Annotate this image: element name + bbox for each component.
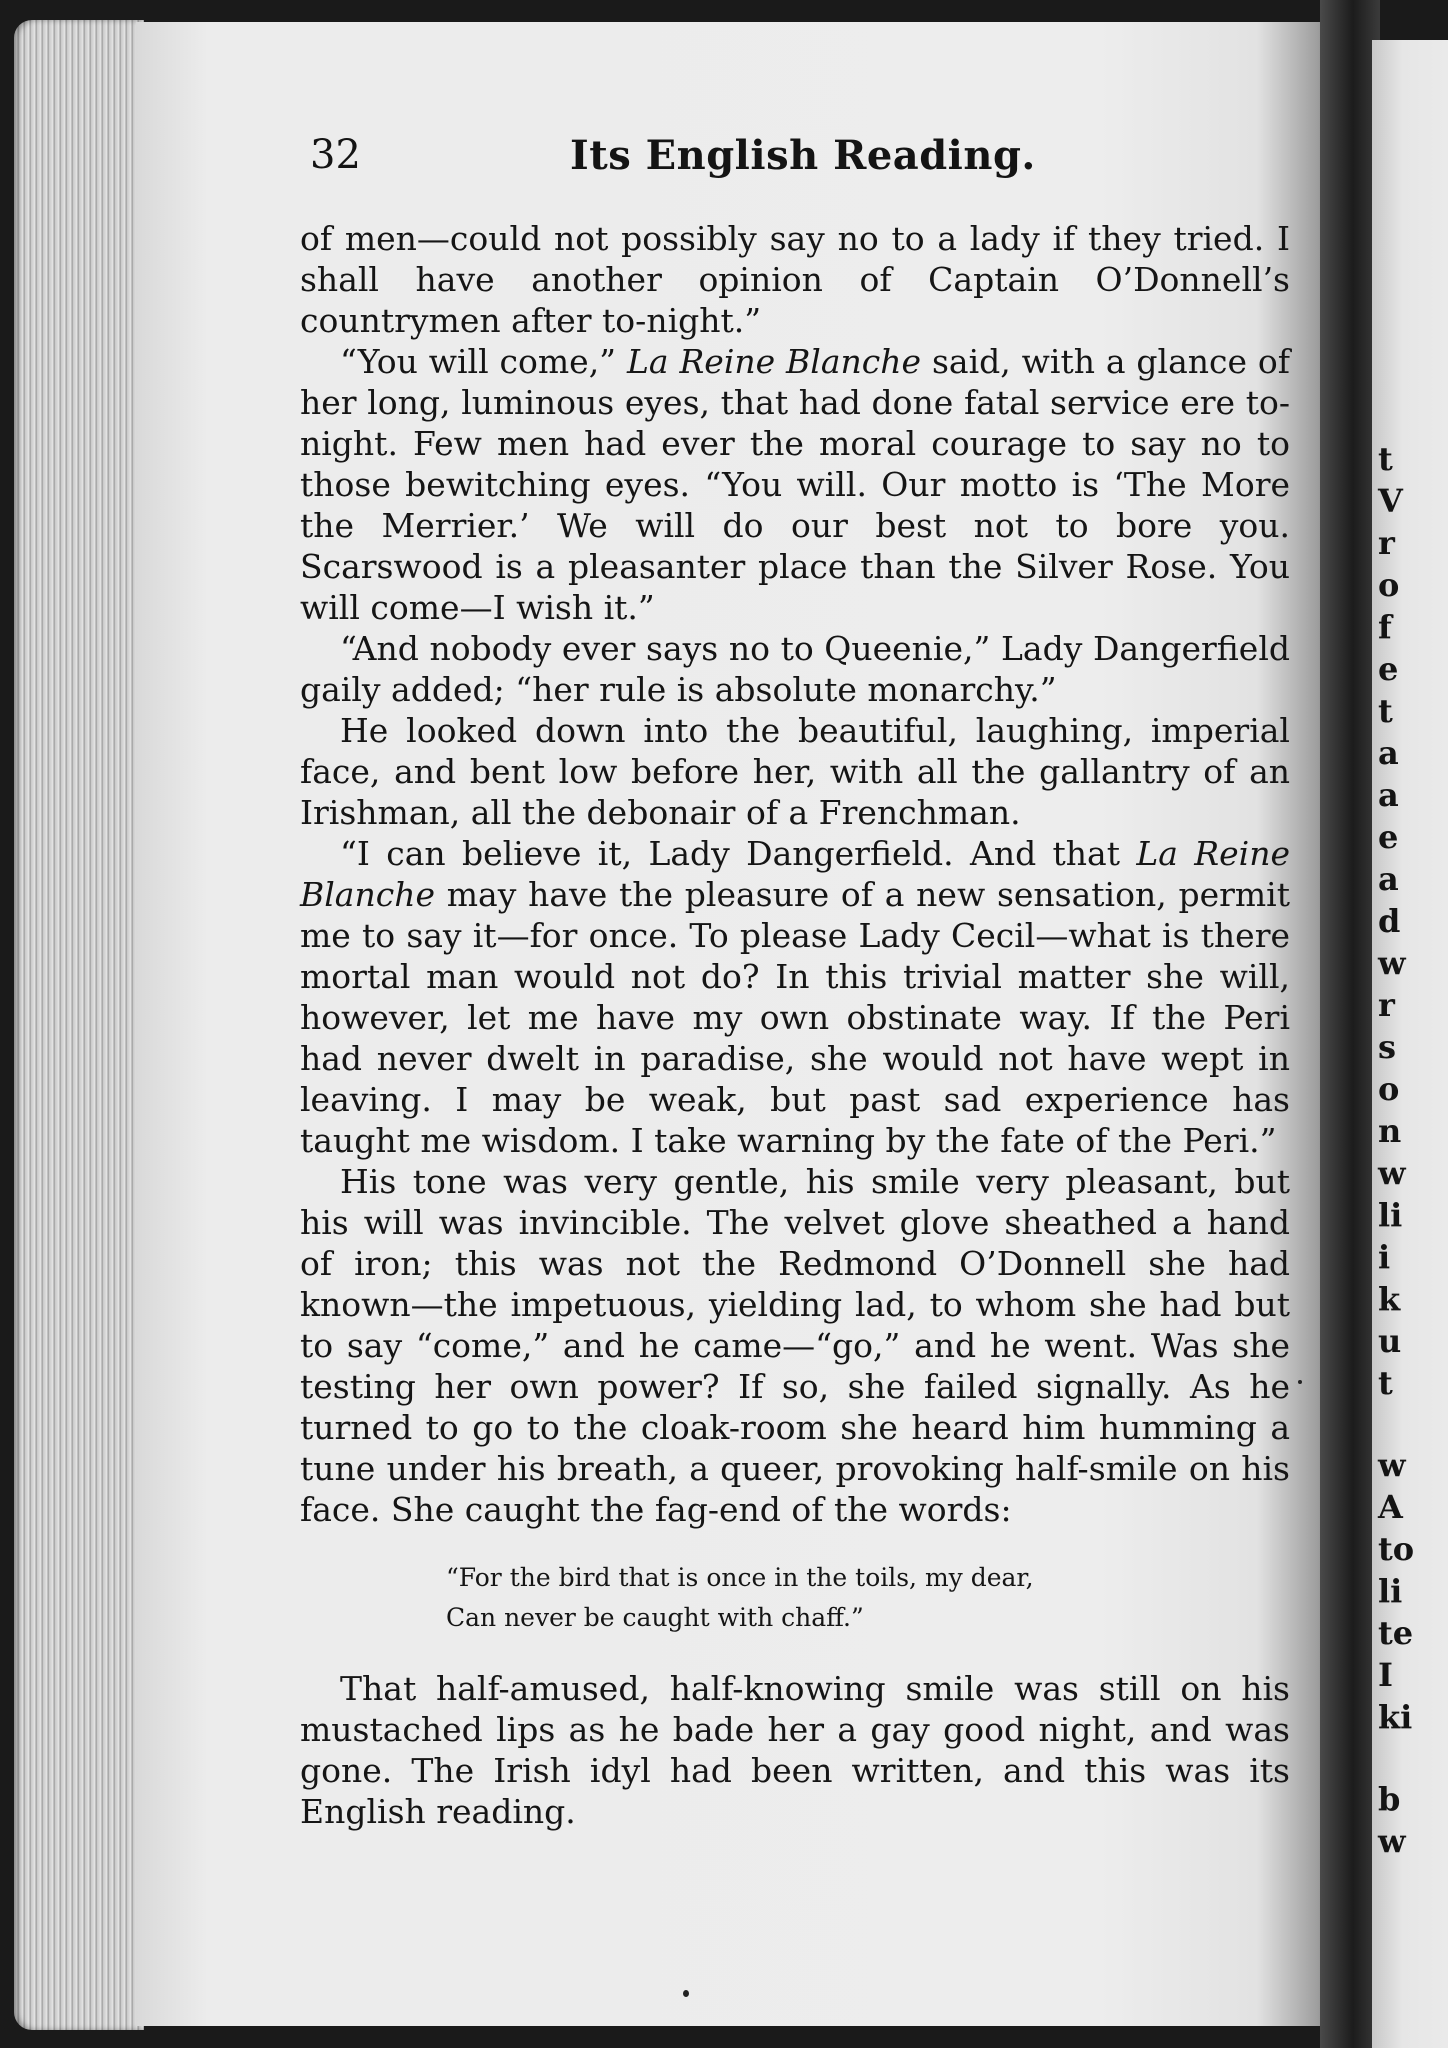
next-page-line: w: [1378, 944, 1406, 982]
next-page-line: V: [1378, 482, 1403, 520]
next-page-line: w: [1378, 1154, 1406, 1192]
next-page-line: i: [1378, 1238, 1391, 1276]
next-page-line: k: [1378, 1280, 1401, 1318]
paragraph-text: “You will come,”: [340, 342, 617, 381]
ink-speck: [683, 1990, 689, 1997]
next-page-line: e: [1378, 650, 1399, 688]
next-page-line: t: [1378, 440, 1393, 478]
next-page-line: A: [1378, 1488, 1403, 1526]
italic-title: La Reine Blanche: [626, 342, 922, 381]
page-number: 32: [310, 132, 361, 178]
ink-speck: [1298, 1380, 1302, 1384]
verse-quote: [300, 1558, 1290, 1638]
paragraph-text: “I can believe it, Lady Dangerfield. And that: [340, 834, 1120, 873]
paragraph: [300, 341, 1290, 628]
italic-title: La Reine Blanche: [300, 834, 1290, 914]
next-page-line: a: [1378, 776, 1399, 814]
paragraph: “And nobody ever says no to Queenie,” Lady Dangerfield gaily added; “her rule is absolute monarchy.”: [300, 629, 1290, 709]
paragraph: [300, 833, 1290, 1161]
verse-line: Can never be caught with chaff.”: [446, 1603, 864, 1632]
next-page-line: e: [1378, 818, 1399, 856]
next-page-line: li: [1378, 1196, 1403, 1234]
page-header: [300, 132, 1290, 188]
next-page-line: n: [1378, 1112, 1402, 1150]
book-gutter: [1320, 0, 1380, 2048]
next-page-line: r: [1378, 986, 1395, 1024]
paragraph: of men—could not possibly say no to a lady if they tried. I shall have another opinion of Captain O’Donnell’s countrymen after to-night.”: [300, 219, 1290, 340]
paragraph-text: may have the pleasure of a new sensation, permit me to say it—for once. To please Lady Cecil—what is there mortal man would not do? In this trivial matter she will, however, let me have my own obstinate way. If the Peri had never dwelt in paradise, she would not have wept in leaving. I may be weak, but past sad experience has taught me wisdom. I take warning by the fate of the Peri.”: [300, 875, 1290, 1160]
next-page-line: w: [1378, 1822, 1406, 1860]
next-page-fragment: [1372, 40, 1448, 2048]
next-page-line: o: [1378, 1070, 1400, 1108]
next-page-line: r: [1378, 524, 1395, 562]
next-page-line: te: [1378, 1614, 1414, 1652]
next-page-line: a: [1378, 860, 1399, 898]
paragraph: That half-amused, half-knowing smile was still on his mustached lips as he bade her a gay good night, and was gone. The Irish idyl had been written, and this was its English reading.: [300, 1669, 1290, 1831]
page-edges: [14, 20, 144, 2030]
next-page-line: li: [1378, 1572, 1403, 1610]
body-text: [300, 218, 1290, 1832]
next-page-line: t: [1378, 692, 1393, 730]
paragraph: His tone was very gentle, his smile very pleasant, but his will was invincible. The velvet glove sheathed a hand of iron; this was not the Redmond O’Donnell she had known—the impetuous, yielding lad, to whom she had but to say “come,” and he came—“go,” and he went. Was she testing her own power? If so, she failed signally. As he turned to go to the cloak-room she heard him humming a tune under his breath, a queer, provoking half-smile on his face. She caught the fag-end of the words:: [300, 1162, 1290, 1529]
running-head: Its English Reading.: [570, 132, 1036, 179]
paragraph: He looked down into the beautiful, laughing, imperial face, and bent low before her, with all the gallantry of an Irishman, all the debonair of a Frenchman.: [300, 711, 1290, 832]
verse-line: “For the bird that is once in the toils, my dear,: [446, 1563, 1034, 1592]
next-page-line: w: [1378, 1446, 1406, 1484]
paragraph-text: said, with a glance of her long, luminous eyes, that had done fatal service ere to-night. Few men had ever the moral courage to say no to those bewitching eyes. “You will. Our motto is ‘The More the Merrier.’ We will do our best not to bore you. Scarswood is a pleasanter place than the Silver Rose. You will come—I wish it.”: [300, 342, 1291, 627]
next-page-line: I: [1378, 1656, 1393, 1694]
next-page-line: f: [1378, 608, 1392, 646]
next-page-line: o: [1378, 566, 1400, 604]
next-page-line: a: [1378, 734, 1399, 772]
next-page-line: u: [1378, 1322, 1402, 1360]
next-page-line: t: [1378, 1364, 1393, 1402]
next-page-line: s: [1378, 1028, 1397, 1066]
next-page-line: d: [1378, 902, 1401, 940]
next-page-line: ki: [1378, 1698, 1413, 1736]
next-page-line: to: [1378, 1530, 1415, 1568]
next-page-line: b: [1378, 1780, 1401, 1818]
